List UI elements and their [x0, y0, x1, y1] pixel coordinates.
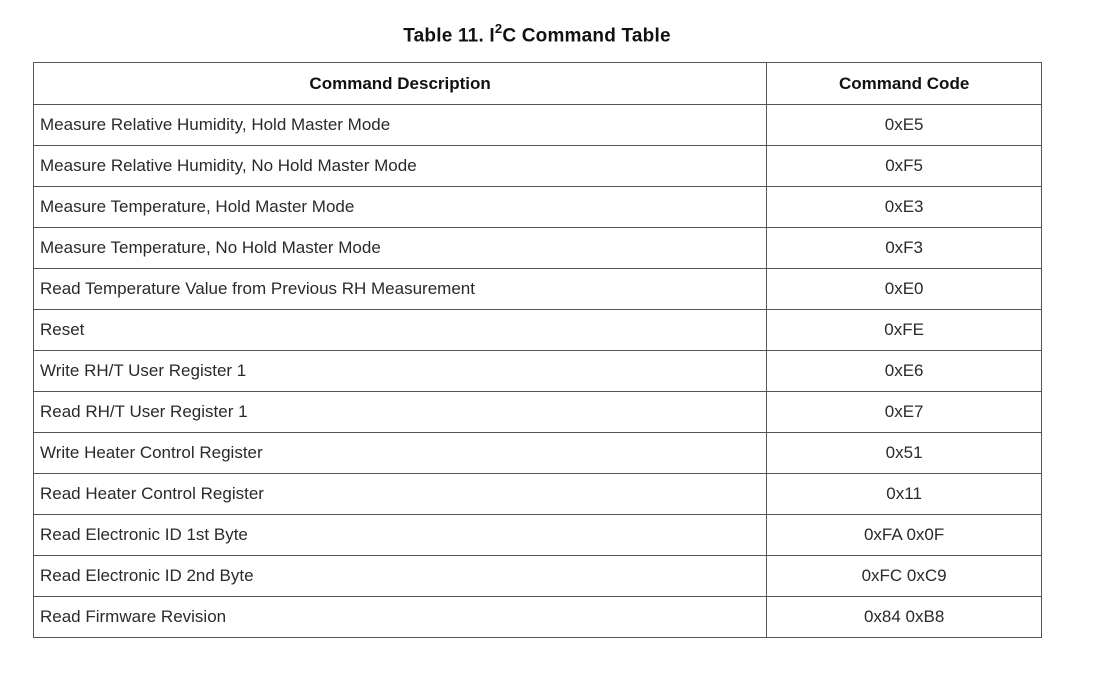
table-row [34, 474, 1042, 515]
command-code-cell: 0xE5 [767, 105, 1042, 146]
command-description-cell: Write RH/T User Register 1 [34, 351, 767, 392]
table-caption [0, 22, 1074, 47]
table-row [34, 351, 1042, 392]
caption-superscript: 2 [494, 21, 503, 36]
table-row [34, 515, 1042, 556]
command-description-cell: Read Heater Control Register [34, 474, 767, 515]
command-code-cell: 0xF5 [767, 146, 1042, 187]
command-code-cell: 0xE3 [767, 187, 1042, 228]
table-row [34, 392, 1042, 433]
command-code-cell: 0xFC 0xC9 [767, 556, 1042, 597]
caption-prefix: Table 11. I [403, 25, 495, 47]
command-code-cell: 0xF3 [767, 228, 1042, 269]
command-description-cell: Measure Relative Humidity, No Hold Master Mode [34, 146, 767, 187]
command-description-cell: Read Temperature Value from Previous RH Measurement [34, 269, 767, 310]
command-code-cell: 0xFA 0x0F [767, 515, 1042, 556]
command-description-cell: Reset [34, 310, 767, 351]
header-command-description: Command Description [34, 63, 767, 105]
table-row [34, 187, 1042, 228]
command-description-cell: Read Electronic ID 2nd Byte [34, 556, 767, 597]
header-command-code: Command Code [767, 63, 1042, 105]
command-code-cell: 0xE6 [767, 351, 1042, 392]
command-table [33, 62, 1042, 638]
command-description-cell: Read RH/T User Register 1 [34, 392, 767, 433]
table-row [34, 269, 1042, 310]
caption-suffix: C Command Table [502, 25, 671, 47]
command-description-cell: Read Electronic ID 1st Byte [34, 515, 767, 556]
table-row [34, 597, 1042, 638]
command-code-cell: 0xE7 [767, 392, 1042, 433]
table-row [34, 146, 1042, 187]
command-code-cell: 0x51 [767, 433, 1042, 474]
table-header-row [34, 63, 1042, 105]
table-row [34, 433, 1042, 474]
command-code-cell: 0xFE [767, 310, 1042, 351]
command-code-cell: 0x84 0xB8 [767, 597, 1042, 638]
table-row [34, 105, 1042, 146]
command-code-cell: 0x11 [767, 474, 1042, 515]
command-description-cell: Write Heater Control Register [34, 433, 767, 474]
table-row [34, 556, 1042, 597]
command-description-cell: Measure Relative Humidity, Hold Master Mode [34, 105, 767, 146]
command-description-cell: Measure Temperature, No Hold Master Mode [34, 228, 767, 269]
command-description-cell: Read Firmware Revision [34, 597, 767, 638]
table-row [34, 228, 1042, 269]
table-row [34, 310, 1042, 351]
command-description-cell: Measure Temperature, Hold Master Mode [34, 187, 767, 228]
command-code-cell: 0xE0 [767, 269, 1042, 310]
